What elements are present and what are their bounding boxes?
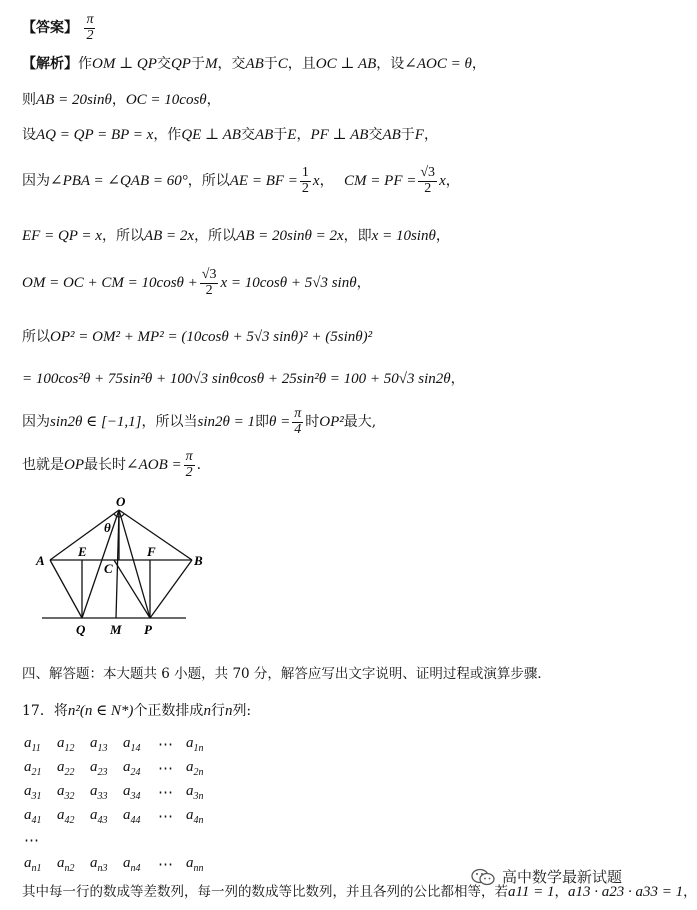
fraction-half: $\frac{1}{2}$ bbox=[301, 165, 309, 196]
answer-line bbox=[22, 13, 97, 43]
segment-oq bbox=[82, 510, 119, 618]
matrix-cell: $a_{34}$ bbox=[123, 783, 141, 802]
matrix-cell: $a_{44}$ bbox=[123, 807, 141, 826]
wechat-icon bbox=[470, 867, 496, 887]
segment-cp bbox=[114, 560, 150, 618]
segment-bp bbox=[150, 560, 192, 618]
matrix-cell: ⋯ bbox=[158, 737, 173, 753]
watermark-text: 高中数学最新试题 bbox=[502, 868, 623, 886]
matrix-cell: ⋯ bbox=[24, 833, 39, 849]
matrix-cell: ⋯ bbox=[158, 857, 173, 873]
matrix-cell: $a_{13}$ bbox=[90, 735, 108, 754]
question-17: 17．将n²(n ∈ N*)个正数排成n行n列: bbox=[22, 703, 252, 719]
answer-fraction: $\frac{\pi}{2}$ bbox=[86, 12, 94, 43]
matrix-cell: ⋯ bbox=[158, 785, 173, 801]
matrix-cell: ⋯ bbox=[158, 809, 173, 825]
matrix-cell: $a_{21}$ bbox=[24, 759, 42, 778]
watermark bbox=[470, 866, 622, 887]
label-f: F bbox=[147, 544, 156, 559]
matrix-cell: $a_{24}$ bbox=[123, 759, 141, 778]
matrix-cell: $a_{1n}$ bbox=[186, 735, 204, 754]
label-o: O bbox=[116, 494, 126, 509]
analysis-line-8: = 100cos²θ + 75sin²θ + 100√3 sinθcosθ + 25sin²θ = 100 + 50√3 sin2θ， bbox=[22, 371, 465, 387]
matrix-cell: $a_{43}$ bbox=[90, 807, 108, 826]
analysis-line-9: 因为sin2θ ∈ [−1,1]，所以当sin2θ = 1即θ = $\frac{\pi}{4}$ 时OP²最大, bbox=[22, 406, 377, 437]
matrix-cell: $a_{11}$ bbox=[24, 735, 41, 754]
matrix-cell: $a_{n3}$ bbox=[90, 855, 108, 874]
segment-op bbox=[119, 510, 150, 618]
analysis-line-10: 也就是OP最长时∠AOB = $\frac{\pi}{2}$ . bbox=[22, 449, 202, 480]
analysis-line-4: 因为∠PBA = ∠QAB = 60°，所以AE = BF = $\frac{1}{2}$ x， CM = PF = $\frac{√3}{2}$ x， bbox=[22, 165, 460, 196]
matrix-cell: $a_{12}$ bbox=[57, 735, 75, 754]
matrix-cell: $a_{33}$ bbox=[90, 783, 108, 802]
label-p: P bbox=[144, 622, 152, 637]
fraction-pi-half: $\frac{\pi}{2}$ bbox=[185, 449, 193, 480]
matrix-cell: $a_{41}$ bbox=[24, 807, 42, 826]
matrix-cell: $a_{23}$ bbox=[90, 759, 108, 778]
matrix-cell: $a_{n1}$ bbox=[24, 855, 42, 874]
label-a: A bbox=[36, 553, 45, 568]
analysis-line-7: 所以OP² = OM² + MP² = (10cosθ + 5√3 sinθ)² + (5sinθ)² bbox=[22, 329, 373, 345]
matrix-cell: $a_{nn}$ bbox=[186, 855, 204, 874]
fraction-sqrt3-half: $\frac{√3}{2}$ bbox=[420, 165, 436, 196]
label-e: E bbox=[78, 544, 87, 559]
analysis-line-3: 设AQ = QP = BP = x，作QE ⊥ AB交AB于E，PF ⊥ AB交AB于F， bbox=[22, 127, 438, 143]
label-q: Q bbox=[76, 622, 86, 637]
analysis-label: 【解析】 bbox=[22, 56, 78, 72]
matrix-cell: $a_{n2}$ bbox=[57, 855, 75, 874]
answer-label: 【答案】 bbox=[22, 20, 78, 37]
label-c: C bbox=[104, 561, 113, 576]
label-theta: θ bbox=[104, 520, 111, 535]
matrix-cell: $a_{22}$ bbox=[57, 759, 75, 778]
analysis-line-2: 则AB = 20sinθ，OC = 10cosθ， bbox=[22, 92, 221, 108]
matrix-cell: $a_{42}$ bbox=[57, 807, 75, 826]
matrix-cell: ⋯ bbox=[158, 761, 173, 777]
analysis-line-1: 【解析】作OM ⊥ QP交QP于M，交AB于C，且OC ⊥ AB，设∠AOC = θ， bbox=[22, 56, 486, 72]
analysis-line-6: OM = OC + CM = 10cosθ + $\frac{√3}{2}$ x = 10cosθ + 5√3 sinθ， bbox=[22, 267, 371, 298]
question-17-conditions: 其中每一行的数成等差数列，每一列的数成等比数列，并且各列的公比都相等，若a11 = 1，a13 · a23 · a33 = 1， bbox=[22, 884, 697, 900]
geometry-diagram bbox=[34, 494, 204, 644]
segment-aq bbox=[50, 560, 82, 618]
matrix-cell: $a_{n4}$ bbox=[123, 855, 141, 874]
matrix-cell: $a_{2n}$ bbox=[186, 759, 204, 778]
matrix-cell: $a_{14}$ bbox=[123, 735, 141, 754]
matrix-cell: $a_{32}$ bbox=[57, 783, 75, 802]
analysis-line-5: EF = QP = x，所以AB = 2x，所以AB = 20sinθ = 2x，即x = 10sinθ， bbox=[22, 228, 450, 244]
section-4-heading: 四、解答题：本大题共 6 小题，共 70 分，解答应写出文字说明、证明过程或演算步骤． bbox=[22, 666, 551, 682]
fraction-sqrt3-half-2: $\frac{√3}{2}$ bbox=[201, 267, 217, 298]
fraction-pi-quarter: $\frac{\pi}{4}$ bbox=[294, 406, 302, 437]
label-b: B bbox=[194, 553, 203, 568]
matrix-cell: $a_{3n}$ bbox=[186, 783, 204, 802]
label-m: M bbox=[110, 622, 122, 637]
matrix-cell: $a_{31}$ bbox=[24, 783, 42, 802]
matrix-cell: $a_{4n}$ bbox=[186, 807, 204, 826]
